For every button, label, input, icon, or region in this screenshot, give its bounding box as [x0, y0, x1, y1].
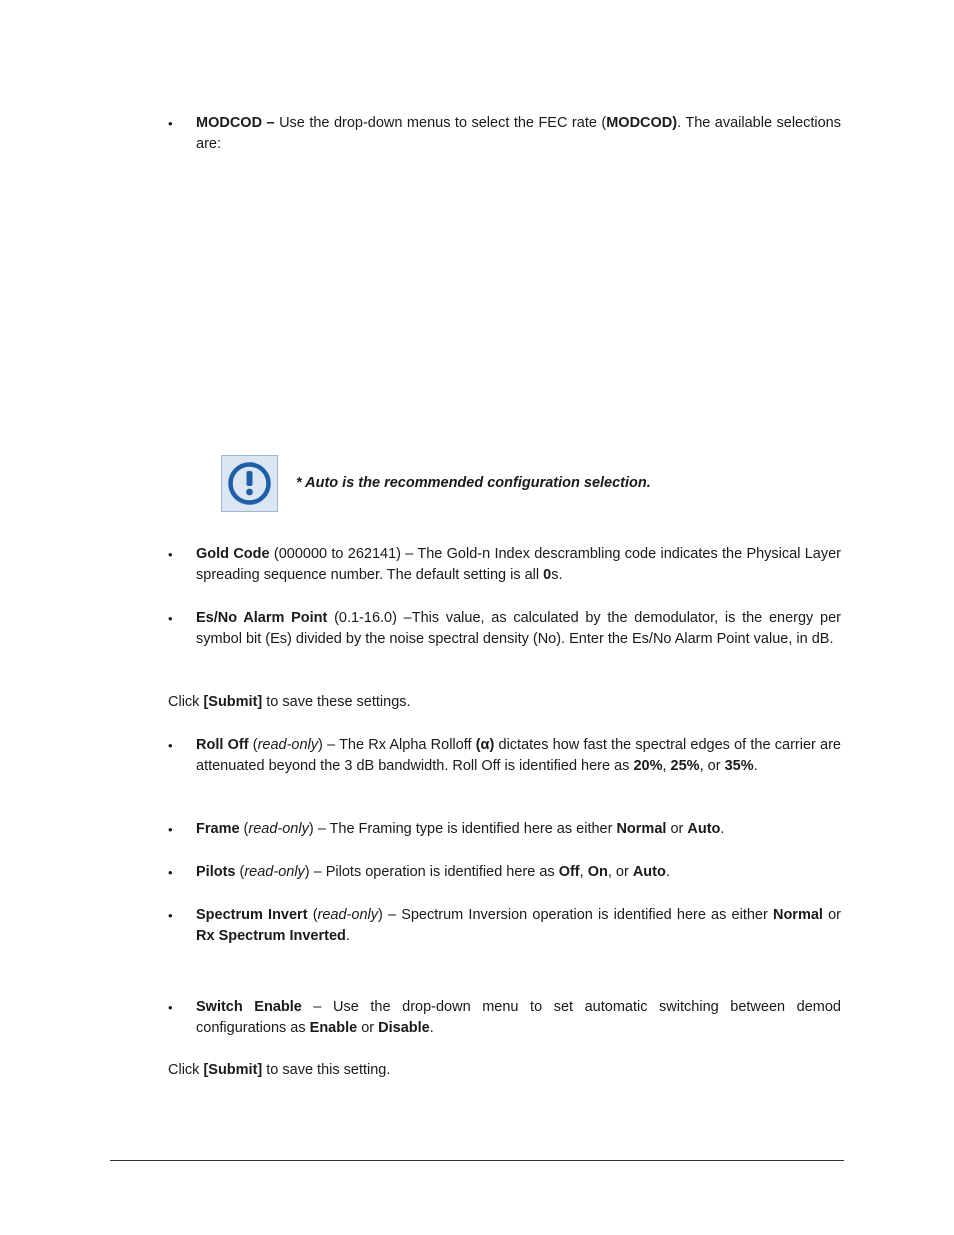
footer-rule — [110, 1160, 844, 1161]
bullet-dot: • — [168, 1000, 173, 1015]
bullet-frame — [168, 819, 841, 840]
text: ) – Pilots operation is identified here as — [304, 864, 559, 880]
term: Frame — [196, 821, 240, 837]
value: 35% — [724, 758, 754, 774]
text: Click — [168, 694, 204, 710]
bullet-dot: • — [168, 116, 173, 131]
read-only: read-only — [317, 907, 378, 923]
value: Auto — [687, 821, 721, 837]
text: . — [345, 928, 350, 944]
text: . — [753, 758, 758, 774]
term: Spectrum Invert — [196, 907, 308, 923]
term: Es/No Alarm Point — [196, 610, 328, 626]
note-text — [296, 473, 651, 494]
bullet-gold-code — [168, 544, 842, 586]
sep: or — [357, 1020, 379, 1036]
value: 25% — [670, 758, 700, 774]
note-rest: is the recommended configuration selection. — [338, 475, 651, 491]
term: Switch Enable — [196, 999, 302, 1015]
bullet-dot: • — [168, 547, 173, 562]
value: Enable — [309, 1020, 358, 1036]
value: Normal — [772, 907, 823, 923]
text: to save this setting. — [262, 1062, 391, 1078]
sep: or — [822, 907, 841, 923]
term: MODCOD) — [606, 115, 678, 131]
sep: , — [662, 758, 671, 774]
text: s. — [551, 567, 563, 583]
value: Off — [558, 864, 580, 880]
alpha: (α) — [475, 737, 495, 753]
bullet-dot: • — [168, 865, 173, 880]
term: Pilots — [196, 864, 236, 880]
sep: or — [666, 821, 688, 837]
read-only: read-only — [244, 864, 305, 880]
bullet-dot: • — [168, 822, 173, 837]
note-icon-box — [221, 455, 278, 512]
sep: , or — [699, 758, 725, 774]
value: Auto — [632, 864, 666, 880]
term: Gold Code — [196, 546, 270, 562]
text: ) – The Rx Alpha Rolloff — [318, 737, 476, 753]
bullet-pilots — [168, 862, 841, 883]
value: 0 — [543, 567, 552, 583]
bullet-switch-enable — [168, 997, 841, 1039]
submit-ref: [Submit] — [203, 1062, 263, 1078]
text: (000000 to 262141) – The Gold-n Index descrambling code indicates the Physical Layer spreading sequence number. The default setting is all — [196, 546, 842, 583]
value: Rx Spectrum Inverted — [196, 928, 346, 944]
value: Normal — [616, 821, 667, 837]
text: Use the drop-down menus to select the FEC rate ( — [274, 115, 607, 131]
bullet-dot: • — [168, 611, 173, 626]
text: ) – Spectrum Inversion operation is identified here as either — [377, 907, 773, 923]
text: ) – The Framing type is identified here as either — [308, 821, 617, 837]
bullet-esno — [168, 608, 841, 650]
text: . — [720, 821, 725, 837]
read-only: read-only — [248, 821, 309, 837]
note-term: * Auto — [296, 475, 339, 491]
text: ( — [239, 821, 249, 837]
text: ( — [235, 864, 245, 880]
value: On — [587, 864, 608, 880]
bullet-roll-off — [168, 735, 841, 777]
text: Click — [168, 1062, 204, 1078]
bullet-dot: • — [168, 738, 173, 753]
click-submit-2 — [168, 1060, 390, 1081]
text: to save these settings. — [262, 694, 411, 710]
text: . — [665, 864, 670, 880]
term: MODCOD – — [196, 115, 275, 131]
bullet-spectrum-invert — [168, 905, 841, 947]
read-only: read-only — [257, 737, 319, 753]
text: . The available selections are: — [196, 115, 841, 152]
text: ( — [248, 737, 258, 753]
text: . — [429, 1020, 434, 1036]
bullet-dot: • — [168, 908, 173, 923]
value: 20% — [633, 758, 663, 774]
exclamation-icon — [222, 456, 277, 511]
sep: , — [579, 864, 588, 880]
click-submit-1 — [168, 692, 411, 713]
value: Disable — [378, 1020, 430, 1036]
text: (0.1-16.0) –This value, as calculated by the demodulator, is the energy per symbol bit (Es) divided by the noise spectral density (No). Enter the Es/No Alarm Point value, in dB. — [196, 610, 841, 647]
text: dictates how fast the spectral edges of the carrier are attenuated beyond the 3 dB bandwidth. Roll Off is identified here as — [196, 737, 841, 774]
bullet-modcod — [168, 113, 841, 155]
sep: , or — [607, 864, 633, 880]
submit-ref: [Submit] — [203, 694, 263, 710]
text: ( — [307, 907, 318, 923]
term: Roll Off — [196, 737, 249, 753]
text: – Use the drop-down menu to set automatic switching between demod configurations as — [196, 999, 841, 1036]
